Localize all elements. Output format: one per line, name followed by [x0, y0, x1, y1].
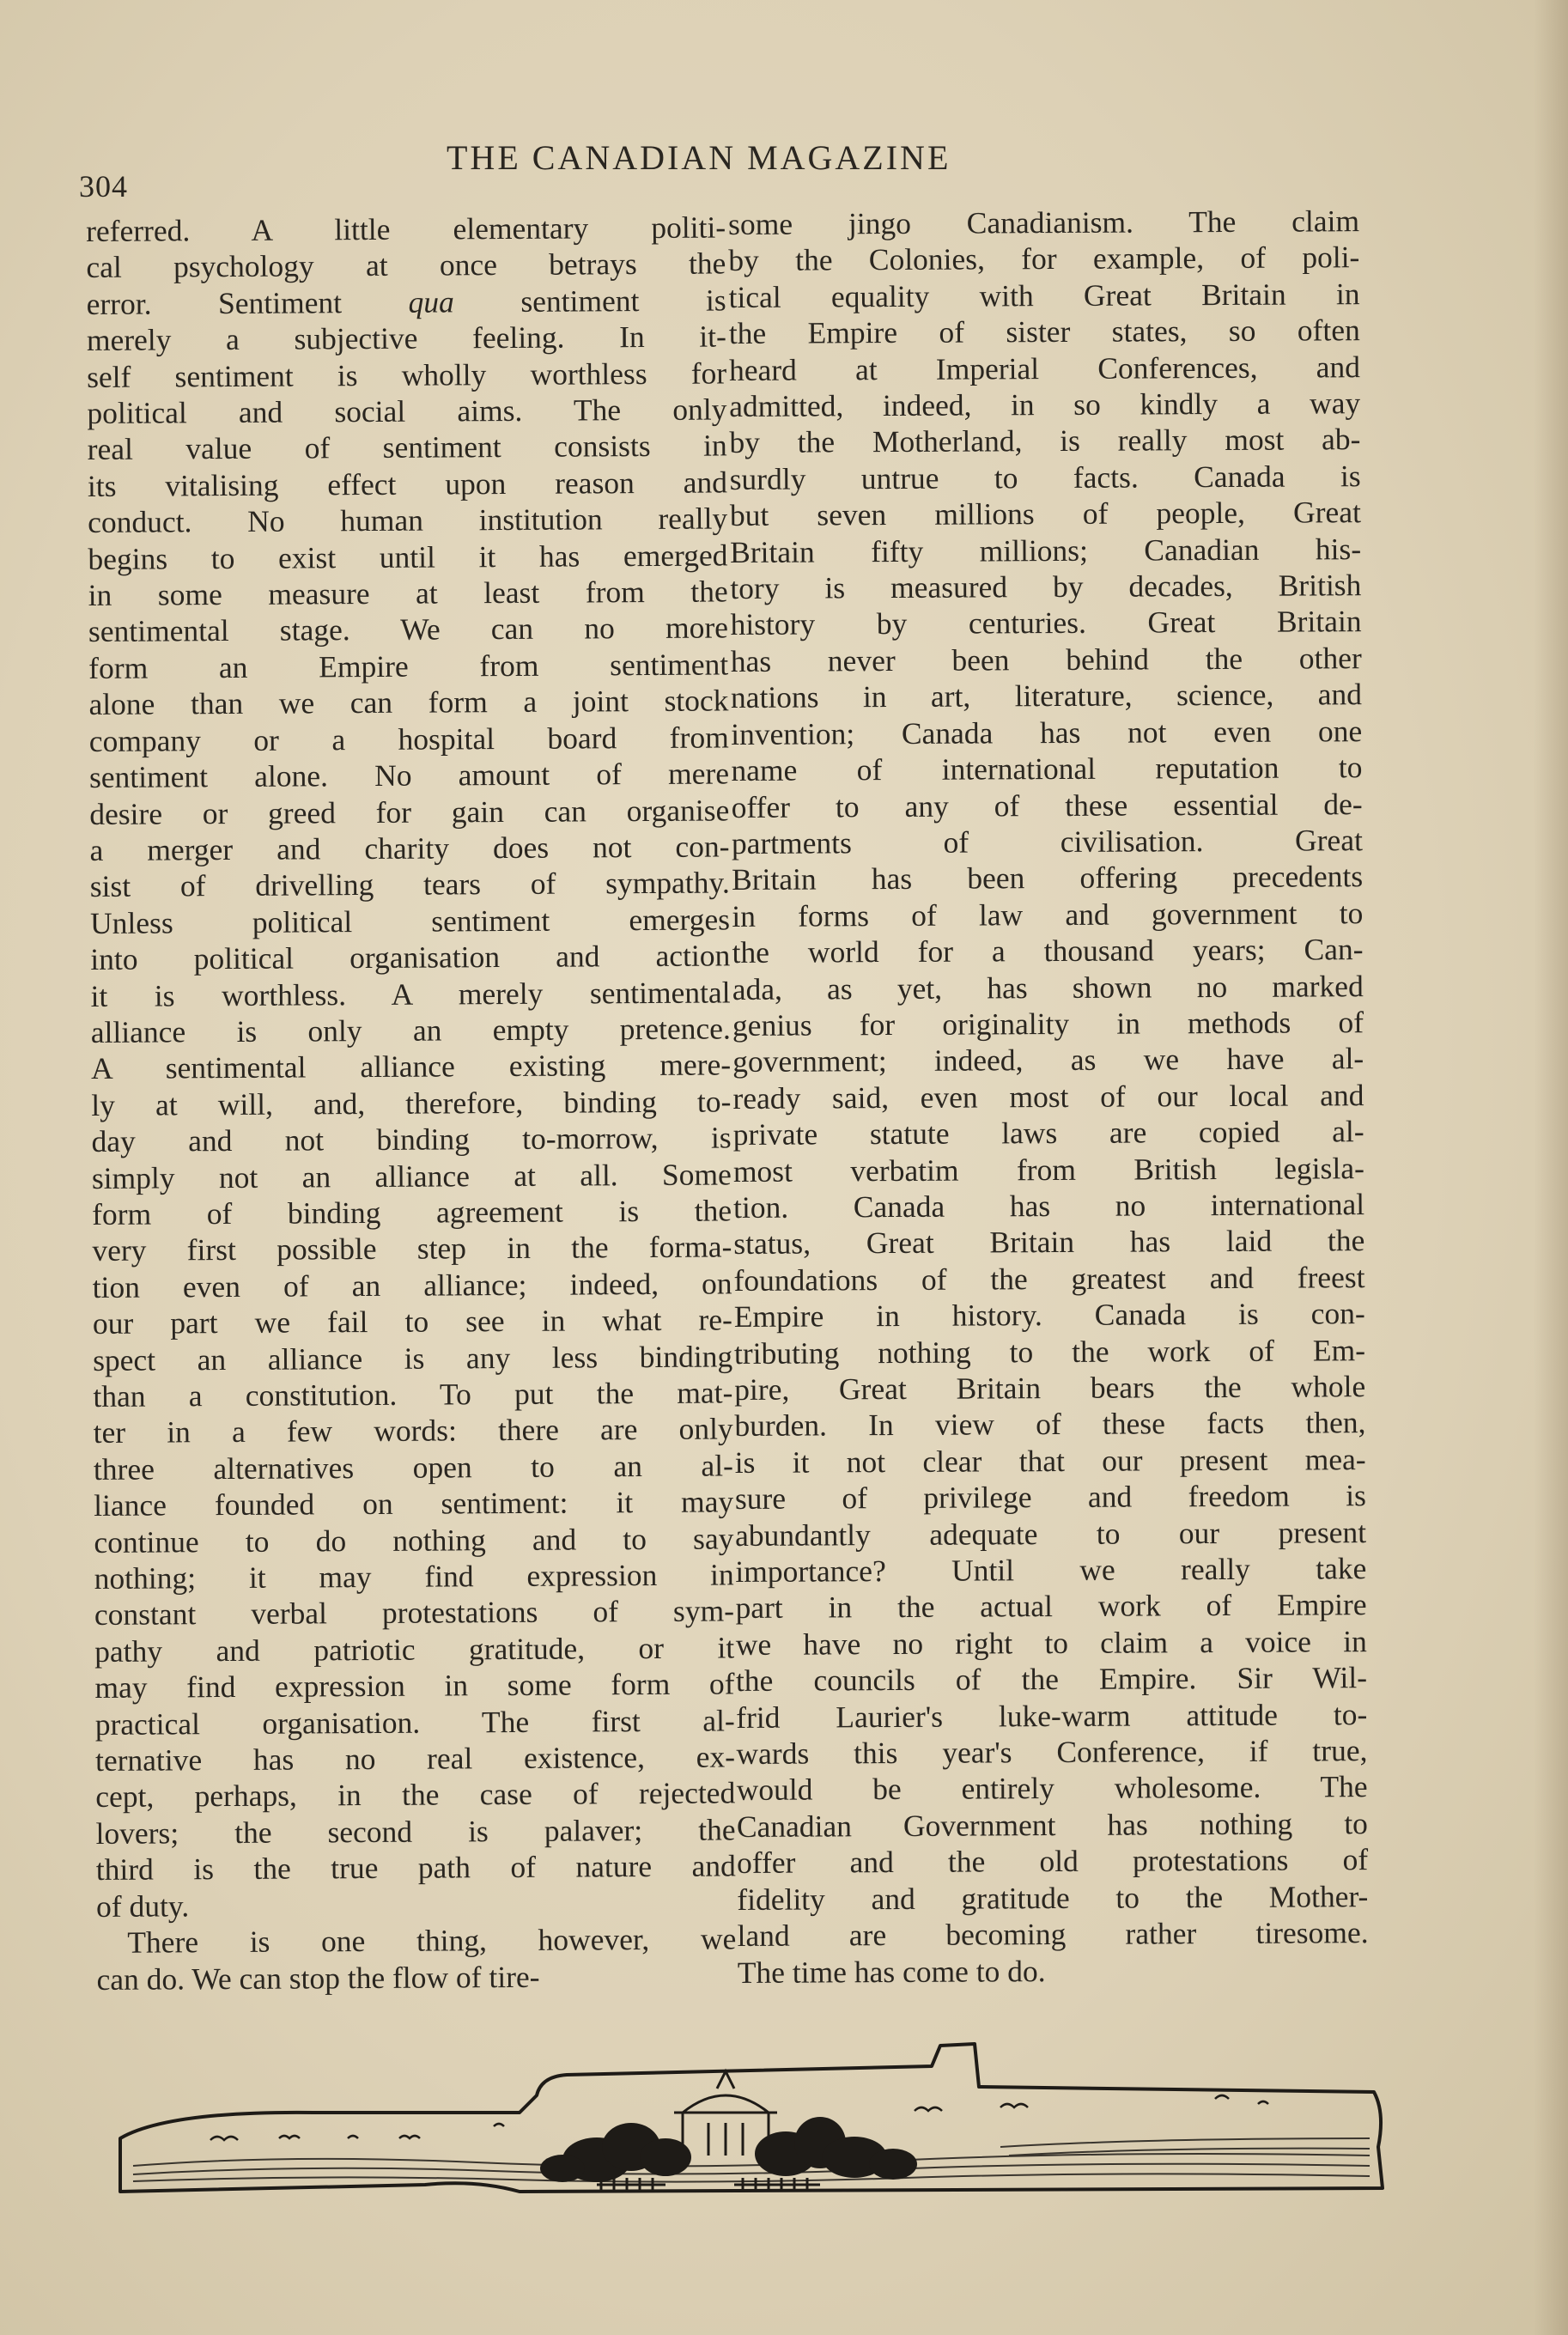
text-line: ter in a few words: there are only — [93, 1411, 733, 1450]
text-line: continue to do nothing and to say — [94, 1521, 734, 1560]
text-line: conduct. No human institution really — [88, 501, 728, 540]
text-line: a merger and charity does not con- — [89, 829, 730, 867]
text-line: status, Great Britain has laid the — [733, 1223, 1365, 1262]
text-line: A sentimental alliance existing mere- — [90, 1047, 732, 1086]
text-line: referred. A little elementary politi- — [86, 210, 726, 248]
text-line: There is one thing, however, we — [127, 1921, 737, 1960]
text-line: cal psychology at once betrays the — [86, 246, 726, 285]
text-line: offer to any of these essential de- — [731, 786, 1363, 824]
text-line: ready said, even most of our local and — [732, 1077, 1364, 1116]
text-line: importance? Until we really take — [735, 1551, 1367, 1590]
text-line: ternative has no real existence, ex- — [94, 1739, 736, 1779]
text-line: three alternatives open to an al- — [93, 1448, 734, 1487]
text-line: desire or greed for gain can organise — [89, 792, 730, 831]
text-line: practical organisation. The first al- — [94, 1703, 735, 1742]
text-line: alliance is only an empty pretence. — [90, 1011, 731, 1049]
text-line: government; indeed, as we have al- — [732, 1041, 1364, 1079]
text-line: form an Empire from sentiment — [88, 647, 729, 685]
text-line: lovers; the second is palaver; the — [95, 1812, 736, 1851]
text-line: in some measure at least from the — [88, 574, 728, 613]
running-head: THE CANADIAN MAGAZINE — [447, 138, 951, 177]
text-line: Britain fifty millions; Canadian his- — [730, 531, 1362, 569]
text-line: constant verbal protestations of sym- — [94, 1593, 735, 1633]
page-edge-shadow — [1534, 0, 1568, 2335]
text-line: frid Laurier's luke-warm attitude to- — [736, 1696, 1368, 1735]
text-line: its vitalising effect upon reason and — [87, 465, 728, 503]
text-line: spect an alliance is any less binding — [93, 1339, 733, 1377]
text-line: Britain has been offering precedents — [732, 859, 1364, 897]
text-line: merely a subjective feeling. In it- — [86, 319, 727, 358]
text-line: may find expression in some form of — [94, 1666, 735, 1706]
text-line: has never been behind the other — [730, 641, 1362, 678]
text-line: foundations of the greatest and freest — [733, 1259, 1365, 1298]
text-line: sure of privilege and freedom is — [734, 1478, 1366, 1517]
page-number: 304 — [79, 169, 128, 204]
text-line: pathy and patriotic gratitude, or it — [94, 1630, 735, 1669]
text-line: some jingo Canadianism. The claim — [728, 204, 1360, 241]
text-line: political and social aims. The only — [87, 392, 727, 431]
right-column — [728, 203, 1369, 1991]
text-line: pire, Great Britain bears the whole — [734, 1369, 1366, 1407]
text-line: third is the true path of nature and — [95, 1848, 736, 1888]
text-line: genius for originality in methods of — [732, 1005, 1364, 1043]
text-line: it is worthless. A merely sentimental — [90, 974, 731, 1013]
text-line: day and not binding to-morrow, is — [91, 1120, 732, 1159]
text-line: by the Motherland, is really most ab- — [729, 422, 1361, 460]
text-line: real value of sentiment consists in — [87, 428, 727, 467]
text-line: liance founded on sentiment: it may — [94, 1484, 734, 1523]
text-line: ada, as yet, has shown no marked — [732, 968, 1364, 1006]
text-line: by the Colonies, for example, of poli- — [728, 240, 1360, 278]
text-line: in forms of law and government to — [732, 895, 1364, 933]
text-line: Unless political sentiment emerges — [89, 902, 731, 940]
text-line: offer and the old protestations of — [736, 1842, 1369, 1881]
text-line: self sentiment is wholly worthless for — [87, 356, 727, 394]
text-line: land are becoming rather tiresome. — [737, 1915, 1369, 1954]
text-line: alone than we can form a joint stock — [88, 683, 729, 722]
text-line: the councils of the Empire. Sir Wil- — [735, 1660, 1368, 1699]
text-line: nations in art, literature, science, and — [730, 677, 1363, 715]
text-line: tion even of an alliance; indeed, on — [92, 1266, 732, 1304]
text-line: company or a hospital board from — [88, 720, 729, 758]
text-line: history by centuries. Great Britain — [730, 604, 1362, 642]
text-line: Canadian Government has nothing to — [736, 1806, 1368, 1844]
text-line: The time has come to do. — [737, 1953, 1046, 1990]
text-line: most verbatim from British legisla- — [732, 1150, 1364, 1189]
text-line: private statute laws are copied al- — [732, 1114, 1364, 1152]
text-line: fidelity and gratitude to the Mother- — [737, 1878, 1369, 1917]
text-line: of duty. — [95, 1888, 190, 1924]
text-line: we have no right to claim a voice in — [735, 1623, 1367, 1662]
text-line: is it not clear that our present mea- — [734, 1441, 1366, 1480]
text-line: heard at Imperial Conferences, and — [728, 349, 1361, 387]
text-line: would be entirely wholesome. The — [736, 1769, 1368, 1808]
text-line: tion. Canada has no international — [733, 1187, 1365, 1225]
text-line: but seven millions of people, Great — [729, 495, 1361, 533]
text-line: partments of civilisation. Great — [731, 823, 1363, 860]
text-line: the Empire of sister states, so often — [728, 313, 1360, 351]
text-line: begins to exist until it has emerged — [88, 538, 728, 576]
left-column — [86, 209, 737, 1997]
text-line: name of international reputation to — [731, 750, 1363, 788]
text-line: very first possible step in the forma- — [92, 1229, 732, 1268]
text-line: tical equality with Great Britain in — [728, 276, 1360, 314]
text-line: sentiment alone. No amount of mere — [88, 756, 730, 795]
text-line: abundantly adequate to our present — [734, 1514, 1367, 1553]
text-line: sentimental stage. We can no more — [88, 610, 729, 649]
text-line: part in the actual work of Empire — [735, 1587, 1367, 1626]
text-line: error. Sentiment qua sentiment is — [86, 283, 726, 321]
text-line: invention; Canada has not even one — [731, 713, 1363, 751]
text-line: can do. We can stop the flow of tire- — [96, 1959, 540, 1997]
text-line: than a constitution. To put the mat- — [93, 1375, 733, 1414]
text-line: simply not an alliance at all. Some — [91, 1156, 732, 1195]
text-line: tributing nothing to the work of Em- — [733, 1332, 1366, 1371]
text-line: into political organisation and action — [90, 938, 731, 977]
text-line: surdly untrue to facts. Canada is — [729, 458, 1361, 496]
text-line: sist of drivelling tears of sympathy. — [89, 865, 730, 904]
text-line: burden. In view of these facts then, — [734, 1405, 1366, 1444]
text-line: admitted, indeed, in so kindly a way — [729, 386, 1361, 424]
text-line: our part we fail to see in what re- — [92, 1302, 733, 1341]
text-line: nothing; it may find expression in — [94, 1557, 734, 1596]
text-line: form of binding agreement is the — [92, 1193, 732, 1231]
landscape-tailpiece-icon — [116, 2010, 1387, 2207]
text-line: Empire in history. Canada is con- — [733, 1296, 1365, 1335]
text-line: wards this year's Conference, if true, — [736, 1733, 1368, 1772]
text-line: ly at will, and, therefore, binding to- — [91, 1084, 732, 1122]
text-line: cept, perhaps, in the case of rejected — [95, 1775, 736, 1815]
text-line: the world for a thousand years; Can- — [732, 932, 1364, 970]
text-line: tory is measured by decades, British — [730, 568, 1362, 606]
